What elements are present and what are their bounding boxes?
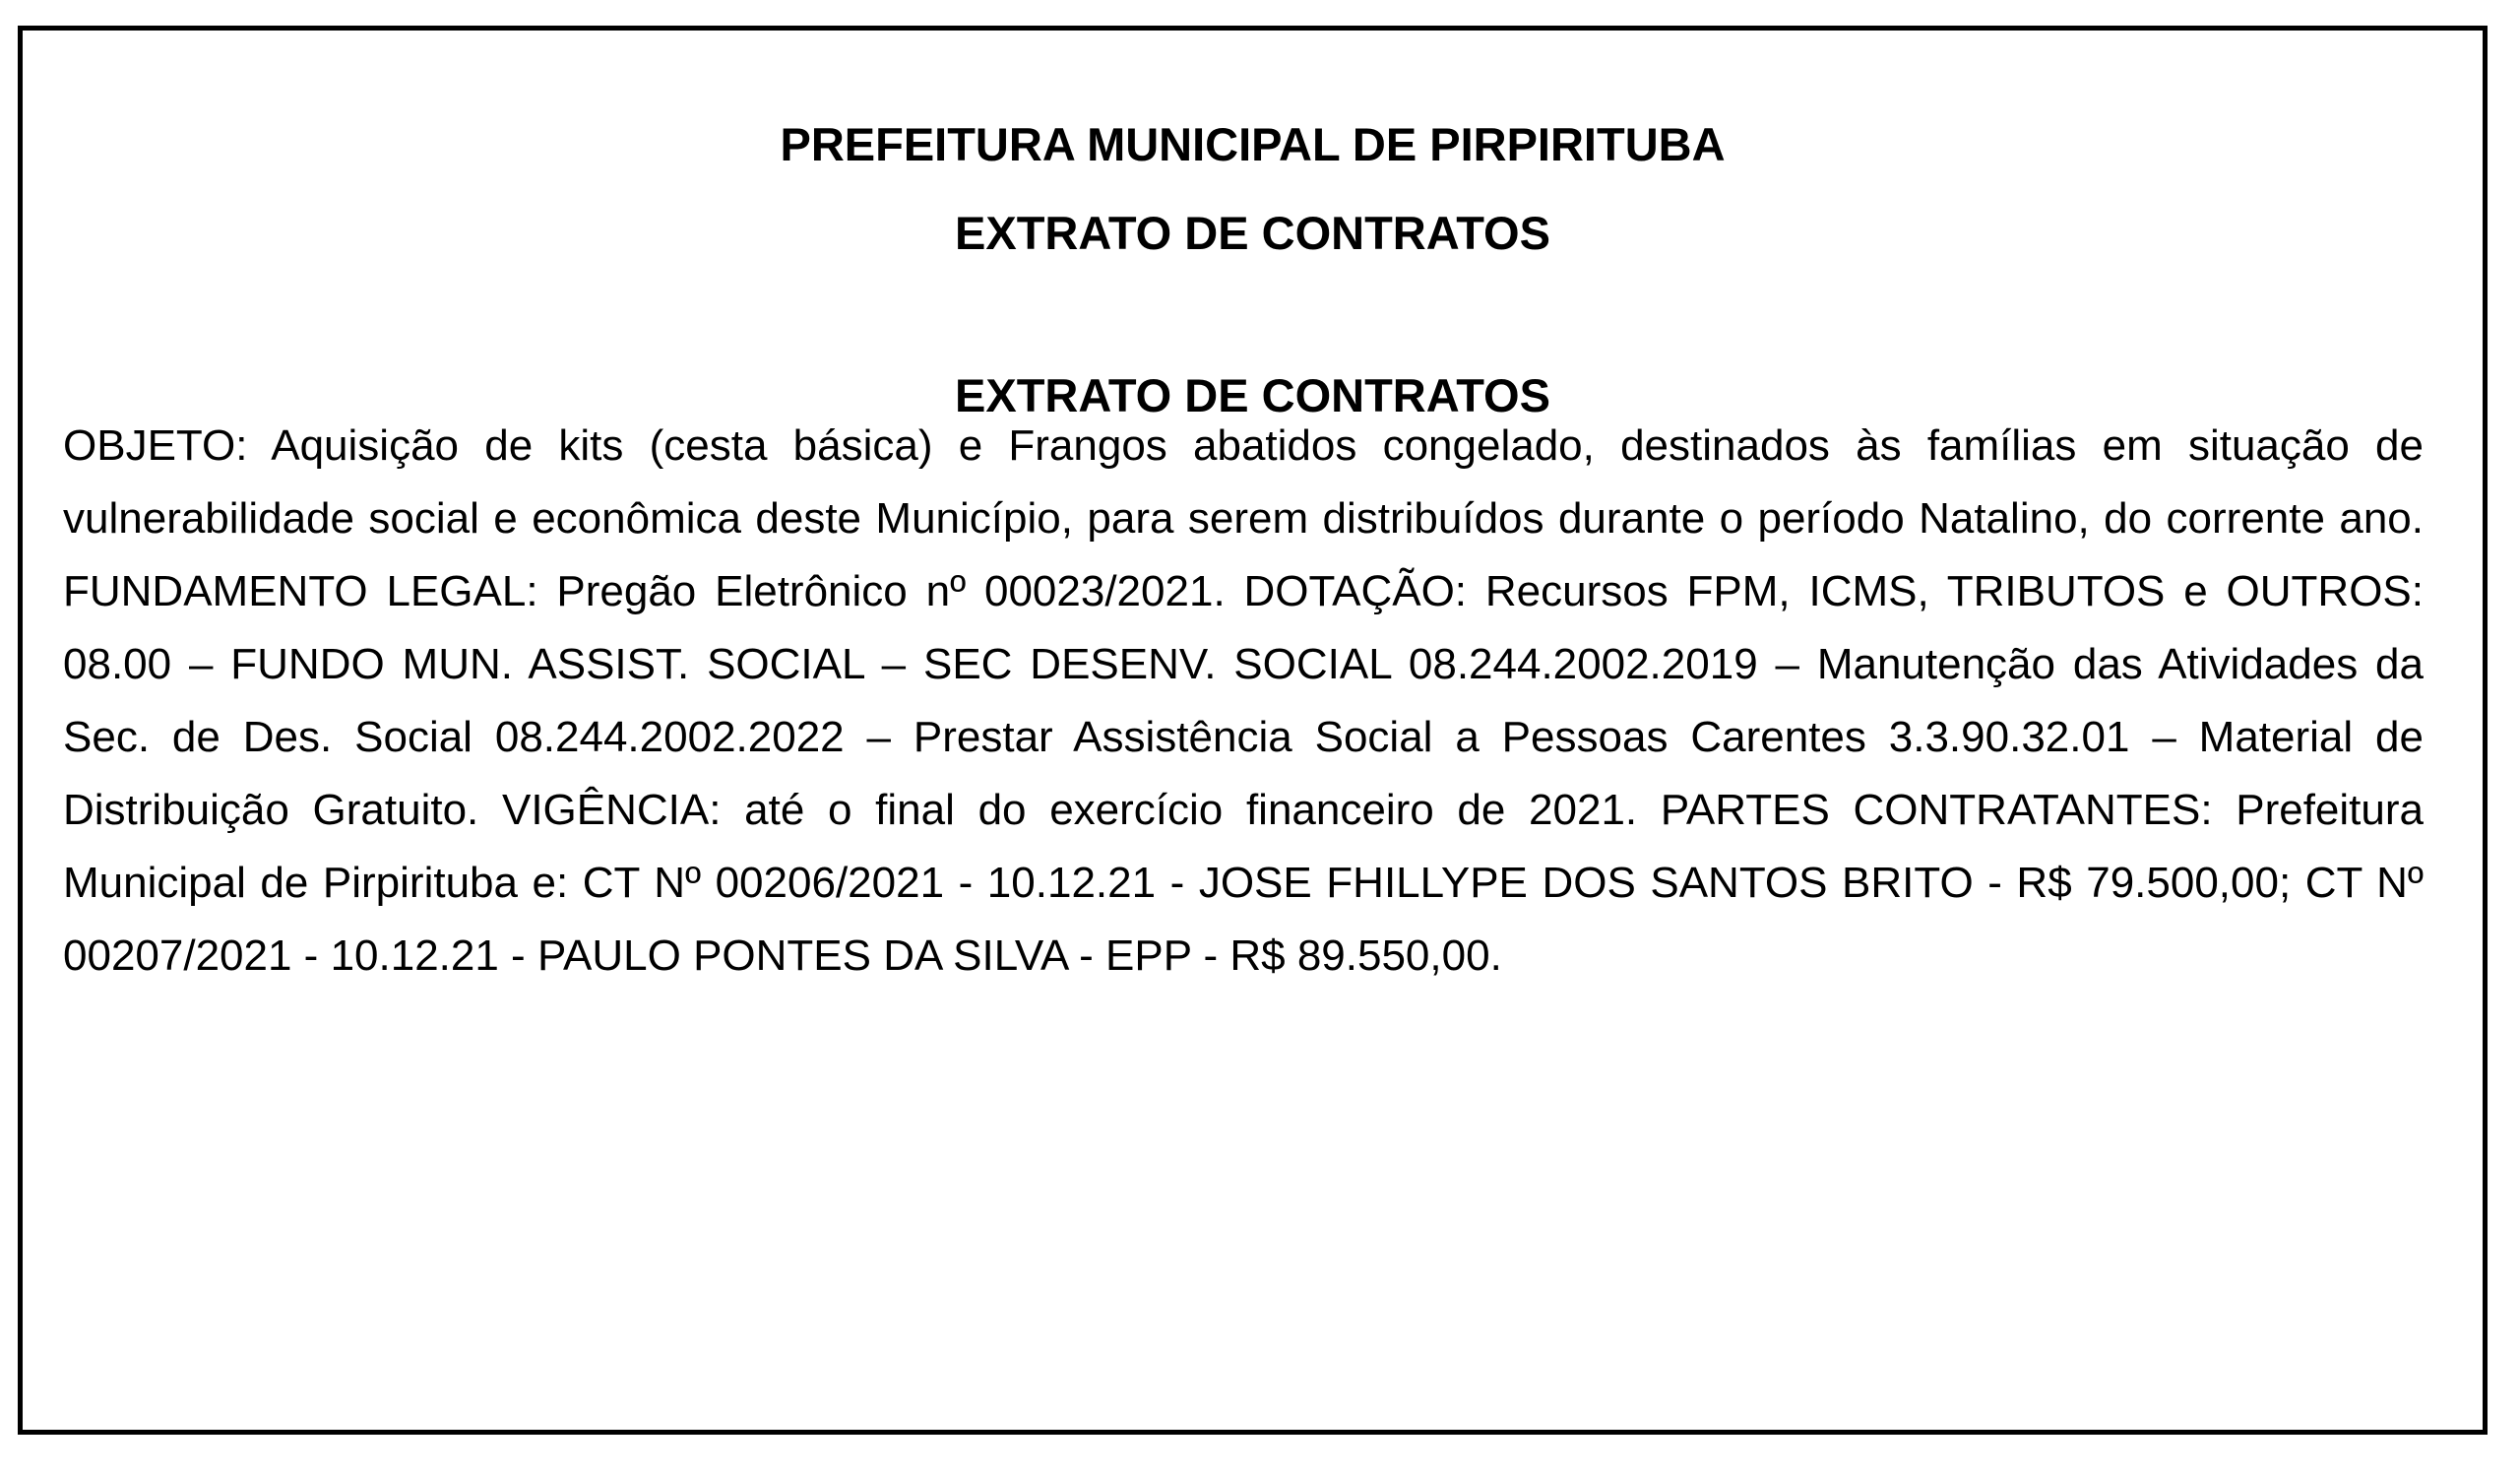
document-heading: EXTRATO DE CONTRATOS bbox=[955, 207, 1550, 259]
section-heading: EXTRATO DE CONTRATOS bbox=[955, 369, 1550, 421]
municipality-title: PREFEITURA MUNICIPAL DE PIRPIRITUBA bbox=[780, 118, 1726, 170]
contract-extract-body: OBJETO: Aquisição de kits (cesta básica) e Frangos abatidos congelado, destinados às famílias em situação de vulnerabilidade social e econômica deste Município, para serem distribuídos durante o período Natalino, do corrente ano. FUNDAMENTO LEGAL: Pregão Eletrônico nº 00023/2021. DOTAÇÃO: Recursos FPM, ICMS, TRIBUTOS e OUTROS: 08.00 – FUNDO MUN. ASSIST. SOCIAL – SEC DESENV. SOCIAL 08.244.2002.2019 – Manutenção das Atividades da Sec. de Des. Social 08.244.2002.2022 – Prestar Assistência Social a Pessoas Carentes 3.3.90.32.01 – Material de Distribuição Gratuito. VIGÊNCIA: até o final do exercício financeiro de 2021. PARTES CONTRATANTES: Prefeitura Municipal de Pirpirituba e: CT Nº 00206/2021 - 10.12.21 - JOSE FHILLYPE DOS SANTOS BRITO - R$ 79.500,00; CT Nº 00207/2021 - 10.12.21 - PAULO PONTES DA SILVA - EPP - R$ 89.550,00. bbox=[63, 421, 2424, 980]
